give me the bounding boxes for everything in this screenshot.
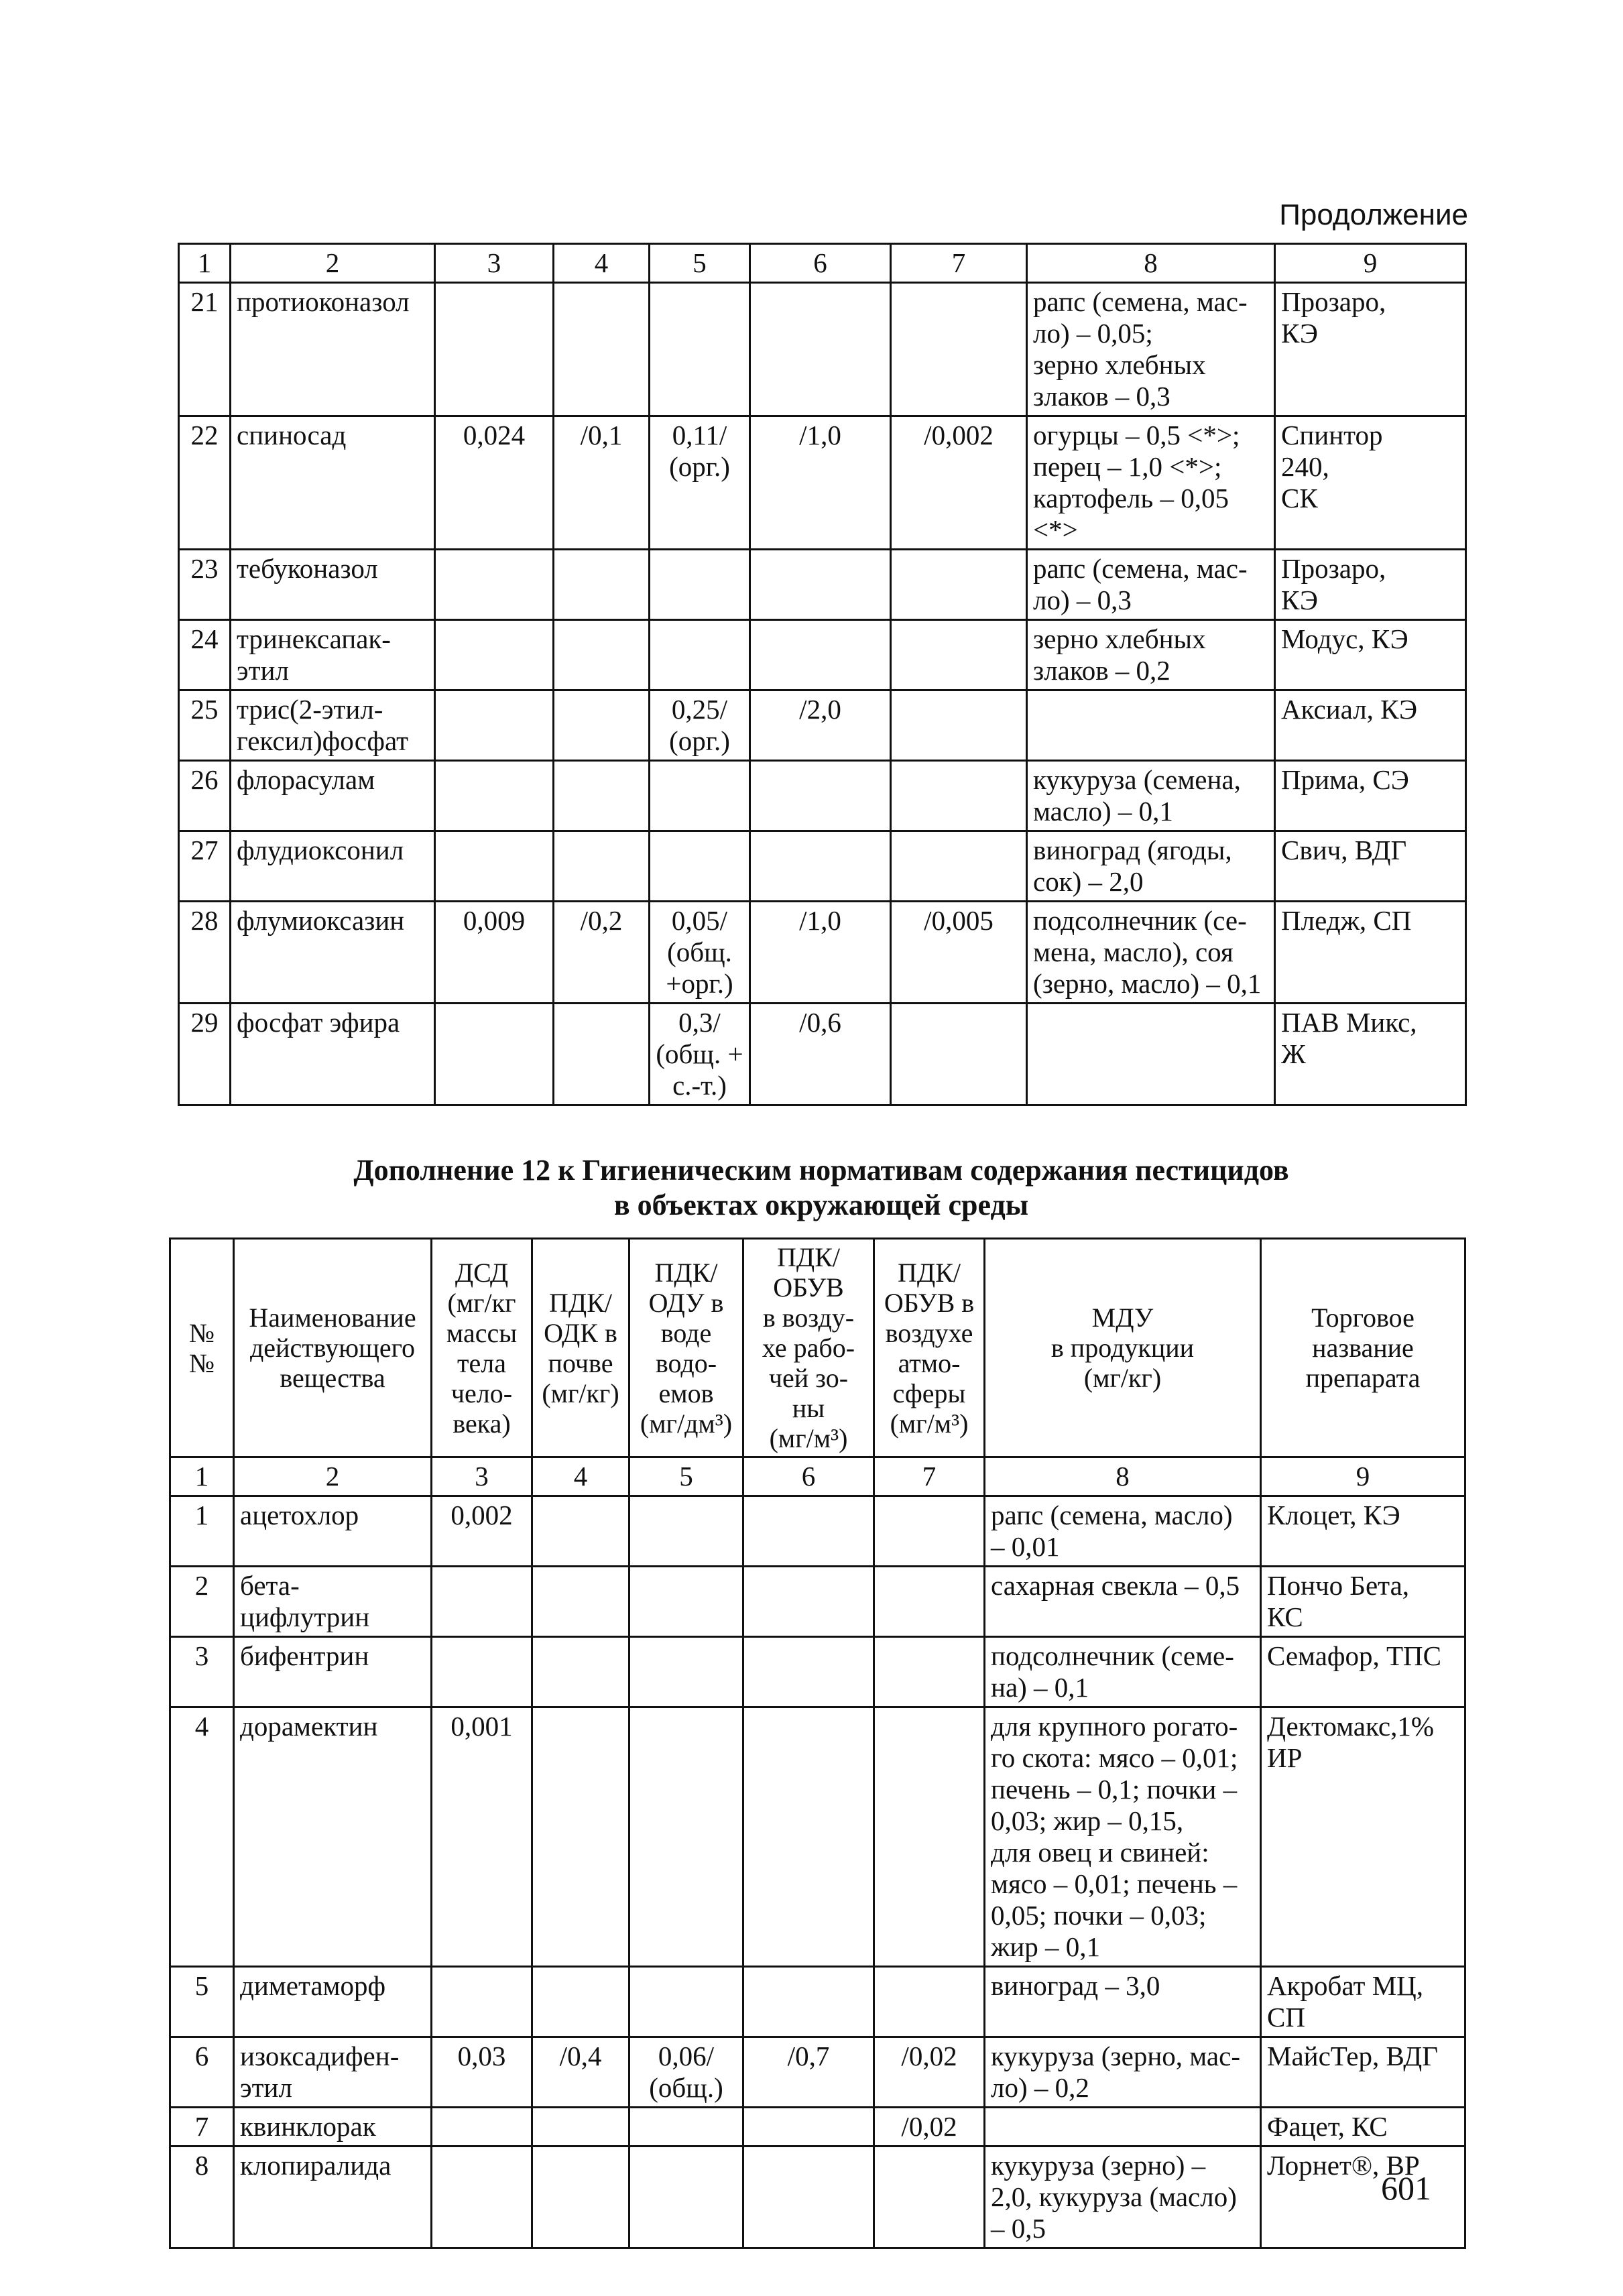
table-row — [179, 902, 1466, 1004]
table-row-cell-9: Аксиал, КЭ — [1275, 690, 1466, 761]
pesticide-table-continued — [178, 243, 1467, 1106]
table-row-cell-5 — [650, 620, 750, 690]
table-row-cell-9: Пончо Бета, КС — [1261, 1567, 1465, 1637]
table-row-cell-5: 0,25/ (орг.) — [650, 690, 750, 761]
table-row-cell-9: Модус, КЭ — [1275, 620, 1466, 690]
table-row-cell-3 — [432, 1967, 532, 2037]
table-row-cell-1: 23 — [179, 550, 231, 620]
table-row-cell-8: подсолнечник (се- мена, масло), соя (зерно, масло) – 0,1 — [1027, 902, 1275, 1004]
table-row-cell-8: виноград (ягоды, сок) – 2,0 — [1027, 831, 1275, 902]
table-row-cell-5 — [629, 2147, 743, 2248]
table-row-cell-6 — [743, 1637, 874, 1707]
table-row-cell-8: огурцы – 0,5 <*>; перец – 1,0 <*>; картофель – 0,05 <*> — [1027, 416, 1275, 550]
table-row-cell-3 — [435, 1004, 554, 1105]
column-number-row-cell-9: 9 — [1261, 1457, 1465, 1496]
table-row-cell-4: /0,4 — [532, 2037, 629, 2108]
table-row-cell-6 — [750, 761, 891, 831]
column-header: ПДК/ ОДК в почве (мг/кг) — [532, 1239, 629, 1457]
table-row-cell-7 — [891, 761, 1027, 831]
table-row-cell-7 — [874, 1637, 985, 1707]
table-row-cell-8: для крупного рогато- го скота: мясо – 0,01; печень – 0,1; почки – 0,03; жир – 0,15, для овец и свиней: мясо – 0,01; печень – 0,05; почки – 0,03; жир – 0,1 — [985, 1707, 1261, 1967]
table-row-cell-1: 24 — [179, 620, 231, 690]
table-row-cell-7 — [874, 1567, 985, 1637]
table-row-cell-3 — [432, 1567, 532, 1637]
table-row-cell-3: 0,024 — [435, 416, 554, 550]
table-row-cell-9: Прозаро, КЭ — [1275, 550, 1466, 620]
table-row-cell-7 — [874, 2147, 985, 2248]
table-row-cell-2: флорасулам — [231, 761, 435, 831]
table-row-cell-4 — [554, 761, 650, 831]
table-row-cell-3: 0,009 — [435, 902, 554, 1004]
table-row — [179, 620, 1466, 690]
table-row — [170, 1967, 1465, 2037]
column-header: МДУ в продукции (мг/кг) — [985, 1239, 1261, 1457]
table-row-cell-4 — [532, 1967, 629, 2037]
table-row-cell-7: /0,02 — [874, 2037, 985, 2108]
table-row-cell-2: трис(2-этил- гексил)фосфат — [231, 690, 435, 761]
table-row-cell-9: Акробат МЦ, СП — [1261, 1967, 1465, 2037]
table-row-cell-7 — [891, 550, 1027, 620]
table-row-cell-2: диметаморф — [234, 1967, 432, 2037]
table-row-cell-5: 0,06/ (общ.) — [629, 2037, 743, 2108]
table-row-cell-3 — [432, 1637, 532, 1707]
table-row — [179, 283, 1466, 416]
table-row-cell-9: Фацет, КС — [1261, 2108, 1465, 2147]
table-row-cell-7 — [874, 1496, 985, 1567]
table-row-cell-4 — [532, 1496, 629, 1567]
table-row-cell-8: кукуруза (зерно) – 2,0, кукуруза (масло) – 0,5 — [985, 2147, 1261, 2248]
column-header: ПДК/ ОДУ в воде водо- емов (мг/дм³) — [629, 1239, 743, 1457]
table-row — [170, 1707, 1465, 1967]
table-row-cell-5 — [629, 1967, 743, 2037]
table-row-cell-4 — [554, 690, 650, 761]
table-row-cell-3 — [435, 831, 554, 902]
column-number-row-cell-7: 7 — [874, 1457, 985, 1496]
table-row-cell-2: ацетохлор — [234, 1496, 432, 1567]
table-row-cell-5 — [629, 2108, 743, 2147]
column-header: Наименование действующего вещества — [234, 1239, 432, 1457]
table-row-cell-2: квинклорак — [234, 2108, 432, 2147]
table-row-cell-8: виноград – 3,0 — [985, 1967, 1261, 2037]
table-row-cell-9: Дектомакс,1% ИР — [1261, 1707, 1465, 1967]
table-row-cell-8 — [1027, 1004, 1275, 1105]
page-number: 601 — [1381, 2169, 1431, 2207]
table-row-cell-6: /1,0 — [750, 902, 891, 1004]
table-row — [170, 2108, 1465, 2147]
table-row-cell-2: протиоконазол — [231, 283, 435, 416]
table-row-cell-7 — [891, 620, 1027, 690]
table-row — [170, 1496, 1465, 1567]
table-row-cell-5: 0,11/ (орг.) — [650, 416, 750, 550]
table-row-cell-2: флумиоксазин — [231, 902, 435, 1004]
supplement-12-table — [169, 1237, 1466, 2249]
table-row-cell-6: /1,0 — [750, 416, 891, 550]
table-row-cell-1: 21 — [179, 283, 231, 416]
table-row — [179, 761, 1466, 831]
column-header: Торговое название препарата — [1261, 1239, 1465, 1457]
table-row-cell-4 — [554, 550, 650, 620]
table-row-cell-6 — [750, 831, 891, 902]
table-row-cell-1: 26 — [179, 761, 231, 831]
table-row-cell-6 — [743, 1567, 874, 1637]
column-number-row-cell-8: 8 — [1027, 244, 1275, 283]
table-row-cell-8: сахарная свекла – 0,5 — [985, 1567, 1261, 1637]
table-row-cell-3: 0,001 — [432, 1707, 532, 1967]
table-row-cell-5 — [629, 1637, 743, 1707]
table-row-cell-5 — [650, 283, 750, 416]
table-row-cell-3 — [435, 550, 554, 620]
table-row-cell-5 — [629, 1496, 743, 1567]
table-row-cell-8: зерно хлебных злаков – 0,2 — [1027, 620, 1275, 690]
column-number-row-cell-9: 9 — [1275, 244, 1466, 283]
table-row — [170, 2037, 1465, 2108]
column-number-row-cell-5: 5 — [629, 1457, 743, 1496]
table-row-cell-1: 8 — [170, 2147, 234, 2248]
table-row-cell-2: спиносад — [231, 416, 435, 550]
table-row-cell-2: дорамектин — [234, 1707, 432, 1967]
table-row-cell-1: 2 — [170, 1567, 234, 1637]
table-row-cell-3 — [432, 2147, 532, 2248]
table-row — [179, 831, 1466, 902]
column-number-row-cell-1: 1 — [170, 1457, 234, 1496]
table-row-cell-6 — [750, 620, 891, 690]
table-row — [179, 690, 1466, 761]
table-row-cell-5: 0,05/ (общ. +орг.) — [650, 902, 750, 1004]
table-row-cell-6 — [743, 1707, 874, 1967]
table-row-cell-7 — [891, 283, 1027, 416]
table-row-cell-4 — [532, 2147, 629, 2248]
table-row-cell-1: 25 — [179, 690, 231, 761]
column-number-row-cell-4: 4 — [554, 244, 650, 283]
column-number-row — [170, 1457, 1465, 1496]
table-row-cell-4: /0,2 — [554, 902, 650, 1004]
table-row-cell-1: 4 — [170, 1707, 234, 1967]
table-row-cell-4 — [532, 2108, 629, 2147]
table-row-cell-3: 0,002 — [432, 1496, 532, 1567]
table-row-cell-2: клопиралида — [234, 2147, 432, 2248]
table-row-cell-6: /0,7 — [743, 2037, 874, 2108]
column-header: ДСД (мг/кг массы тела чело- века) — [432, 1239, 532, 1457]
table-row — [170, 2147, 1465, 2248]
table-row-cell-9: МайсТер, ВДГ — [1261, 2037, 1465, 2108]
table-row-cell-3 — [435, 283, 554, 416]
table-row-cell-4 — [532, 1707, 629, 1967]
table-row-cell-2: тринексапак- этил — [231, 620, 435, 690]
table-row — [179, 416, 1466, 550]
column-number-row-cell-3: 3 — [435, 244, 554, 283]
column-number-row-cell-5: 5 — [650, 244, 750, 283]
table-row-cell-3 — [435, 620, 554, 690]
table-row-cell-6 — [743, 2147, 874, 2248]
table-row-cell-8: подсолнечник (семе- на) – 0,1 — [985, 1637, 1261, 1707]
column-header: ПДК/ ОБУВ в воздухе атмо- сферы (мг/м³) — [874, 1239, 985, 1457]
continuation-label: Продолжение — [1279, 198, 1468, 231]
table-row-cell-1: 29 — [179, 1004, 231, 1105]
table-row-cell-9: Свич, ВДГ — [1275, 831, 1466, 902]
table-row-cell-7: /0,005 — [891, 902, 1027, 1004]
table-row-cell-1: 1 — [170, 1496, 234, 1567]
table-row-cell-2: бета- цифлутрин — [234, 1567, 432, 1637]
column-number-row-cell-8: 8 — [985, 1457, 1261, 1496]
table-row-cell-5 — [629, 1567, 743, 1637]
table-row-cell-7: /0,02 — [874, 2108, 985, 2147]
column-header: №№ — [170, 1239, 234, 1457]
table-row-cell-3 — [435, 690, 554, 761]
table-row-cell-2: фосфат эфира — [231, 1004, 435, 1105]
table-row-cell-9: ПАВ Микс, Ж — [1275, 1004, 1466, 1105]
table-row-cell-9: Прозаро, КЭ — [1275, 283, 1466, 416]
section-title: Дополнение 12 к Гигиеническим нормативам содержания пестицидов в объектах окружающей среды — [353, 1154, 1289, 1221]
column-number-row-cell-2: 2 — [234, 1457, 432, 1496]
table-row-cell-9: Лорнет®, ВР — [1261, 2147, 1465, 2248]
table-row-cell-6: /0,6 — [750, 1004, 891, 1105]
table-row-cell-8: кукуруза (зерно, мас- ло) – 0,2 — [985, 2037, 1261, 2108]
column-header: ПДК/ ОБУВ в возду- хе рабо- чей зо- ны (мг/м³) — [743, 1239, 874, 1457]
column-number-row-cell-1: 1 — [179, 244, 231, 283]
table-row-cell-2: флудиоксонил — [231, 831, 435, 902]
table-row-cell-3 — [432, 2108, 532, 2147]
table-row — [179, 1004, 1466, 1105]
table-row-cell-1: 7 — [170, 2108, 234, 2147]
table-row-cell-5 — [650, 761, 750, 831]
table-row-cell-3 — [435, 761, 554, 831]
column-number-row — [179, 244, 1466, 283]
table-row-cell-8 — [985, 2108, 1261, 2147]
table-row-cell-9: Прима, СЭ — [1275, 761, 1466, 831]
table-row-cell-8 — [1027, 690, 1275, 761]
table-row-cell-7 — [891, 831, 1027, 902]
table-row-cell-8: рапс (семена, мас- ло) – 0,3 — [1027, 550, 1275, 620]
table-row-cell-4 — [532, 1637, 629, 1707]
column-number-row-cell-3: 3 — [432, 1457, 532, 1496]
table-row-cell-2: тебуконазол — [231, 550, 435, 620]
table-row-cell-1: 6 — [170, 2037, 234, 2108]
table-row-cell-3: 0,03 — [432, 2037, 532, 2108]
table-row — [170, 1567, 1465, 1637]
table-row-cell-2: бифентрин — [234, 1637, 432, 1707]
table-row-cell-4 — [554, 283, 650, 416]
table-row-cell-7 — [891, 690, 1027, 761]
table-row-cell-6 — [750, 550, 891, 620]
column-number-row-cell-6: 6 — [750, 244, 891, 283]
column-number-row-cell-4: 4 — [532, 1457, 629, 1496]
table-row-cell-8: рапс (семена, масло) – 0,01 — [985, 1496, 1261, 1567]
table-row-cell-9: Пледж, СП — [1275, 902, 1466, 1004]
table-row — [170, 1637, 1465, 1707]
table-row-cell-5 — [650, 831, 750, 902]
table-row-cell-2: изоксадифен- этил — [234, 2037, 432, 2108]
table-row-cell-7: /0,002 — [891, 416, 1027, 550]
column-number-row-cell-2: 2 — [231, 244, 435, 283]
table-row-cell-6 — [743, 1967, 874, 2037]
column-number-row-cell-6: 6 — [743, 1457, 874, 1496]
table-row-cell-6: /2,0 — [750, 690, 891, 761]
table-row — [179, 550, 1466, 620]
table-row-cell-5: 0,3/ (общ. + с.-т.) — [650, 1004, 750, 1105]
table-row-cell-9: Клоцет, КЭ — [1261, 1496, 1465, 1567]
table-row-cell-4: /0,1 — [554, 416, 650, 550]
table-row-cell-1: 22 — [179, 416, 231, 550]
column-number-row-cell-7: 7 — [891, 244, 1027, 283]
table-row-cell-5 — [650, 550, 750, 620]
table-row-cell-1: 3 — [170, 1637, 234, 1707]
table-row-cell-7 — [891, 1004, 1027, 1105]
table-row-cell-6 — [750, 283, 891, 416]
table-row-cell-9: Спинтор 240, СК — [1275, 416, 1466, 550]
table-row-cell-6 — [743, 2108, 874, 2147]
table-row-cell-6 — [743, 1496, 874, 1567]
table-row-cell-1: 27 — [179, 831, 231, 902]
table-row-cell-4 — [554, 831, 650, 902]
table-row-cell-5 — [629, 1707, 743, 1967]
table-row-cell-8: кукуруза (семена, масло) – 0,1 — [1027, 761, 1275, 831]
table-row-cell-4 — [554, 1004, 650, 1105]
table-row-cell-7 — [874, 1967, 985, 2037]
table-row-cell-4 — [532, 1567, 629, 1637]
table-row-cell-7 — [874, 1707, 985, 1967]
header-row — [170, 1239, 1465, 1457]
table-row-cell-1: 28 — [179, 902, 231, 1004]
table-row-cell-4 — [554, 620, 650, 690]
table-row-cell-9: Семафор, ТПС — [1261, 1637, 1465, 1707]
table-row-cell-1: 5 — [170, 1967, 234, 2037]
table-row-cell-8: рапс (семена, мас- ло) – 0,05; зерно хлебных злаков – 0,3 — [1027, 283, 1275, 416]
